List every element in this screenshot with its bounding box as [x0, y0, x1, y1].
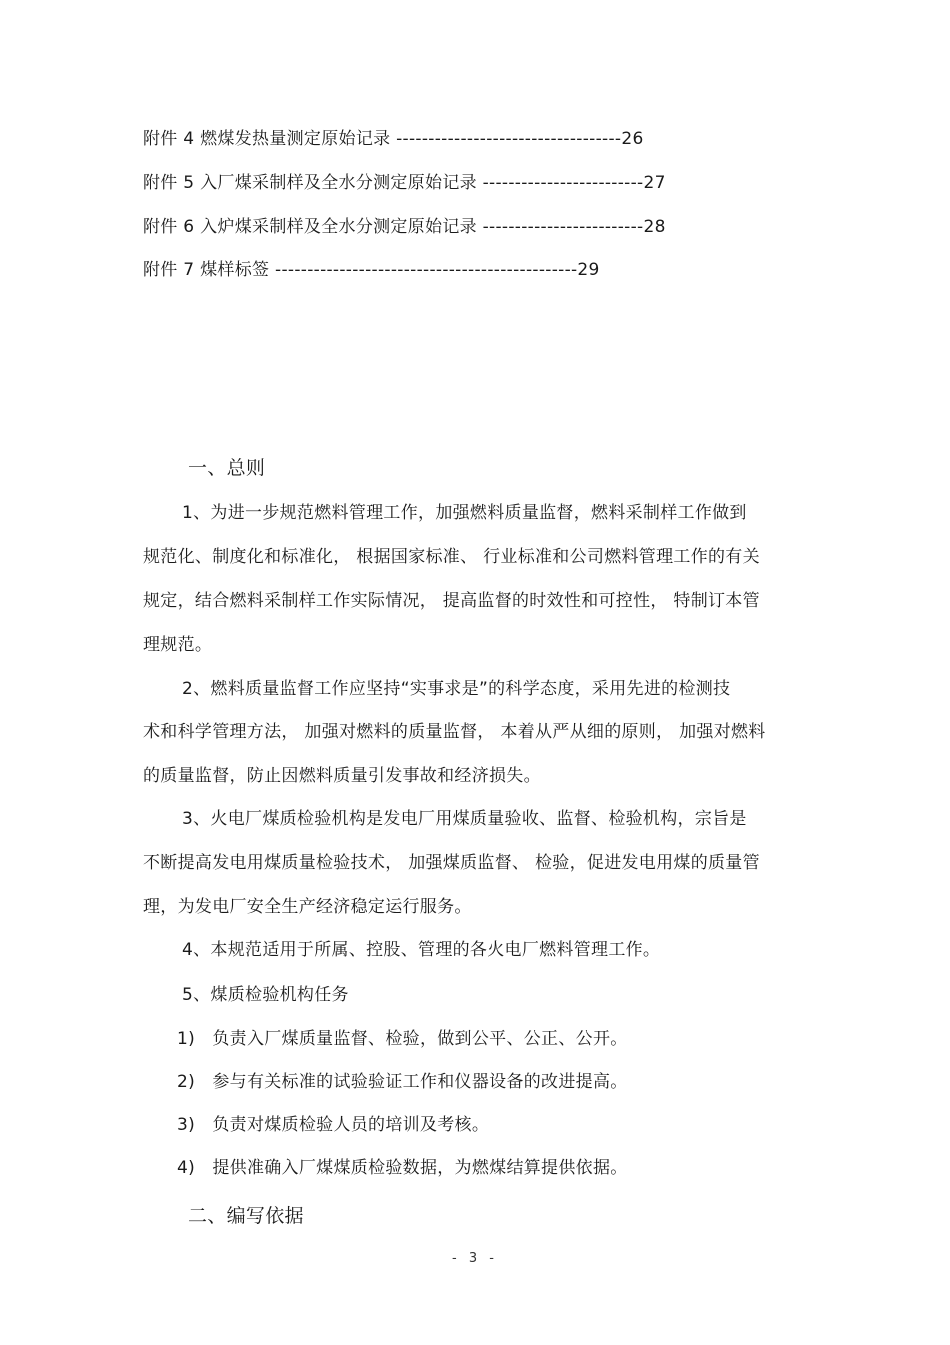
section-heading: 二、编写依据 — [188, 1205, 304, 1227]
section-heading: 一、总则 — [188, 457, 266, 479]
paragraph-line: 理，为发电厂安全生产经济稳定运行服务。 — [143, 897, 472, 917]
paragraph-line: 的质量监督，防止因燃料质量引发事故和经济损失。 — [143, 766, 541, 786]
paragraph-line: 1、为进一步规范燃料管理工作，加强燃料质量监督，燃料采制样工作做到 — [182, 503, 747, 523]
list-item: 2) 参与有关标准的试验验证工作和仪器设备的改进提高。 — [177, 1072, 628, 1092]
list-item: 4) 提供准确入厂煤煤质检验数据，为燃煤结算提供依据。 — [177, 1158, 628, 1178]
toc-entry: 附件 5 入厂煤采制样及全水分测定原始记录 -------------------------27 — [143, 173, 666, 193]
paragraph-line: 5、煤质检验机构任务 — [182, 985, 349, 1005]
paragraph-line: 不断提高发电用煤质量检验技术， 加强煤质监督、 检验，促进发电用煤的质量管 — [143, 853, 760, 873]
paragraph-line: 2、燃料质量监督工作应坚持“实事求是”的科学态度，采用先进的检测技 — [182, 679, 731, 699]
list-item: 1) 负责入厂煤质量监督、检验，做到公平、公正、公开。 — [177, 1029, 628, 1049]
paragraph-line: 理规范。 — [143, 635, 213, 655]
paragraph-line: 4、本规范适用于所属、控股、管理的各火电厂燃料管理工作。 — [182, 940, 661, 960]
toc-entry: 附件 7 煤样标签 -----------------------------------------------29 — [143, 260, 600, 280]
paragraph-line: 规定，结合燃料采制样工作实际情况， 提高监督的时效性和可控性， 特制订本管 — [143, 591, 760, 611]
toc-entry: 附件 4 燃煤发热量测定原始记录 -----------------------------------26 — [143, 129, 644, 149]
list-item: 3) 负责对煤质检验人员的培训及考核。 — [177, 1115, 490, 1135]
toc-entry: 附件 6 入炉煤采制样及全水分测定原始记录 -------------------------28 — [143, 217, 666, 237]
paragraph-line: 规范化、制度化和标准化， 根据国家标准、 行业标准和公司燃料管理工作的有关 — [143, 547, 760, 567]
paragraph-line: 术和科学管理方法， 加强对燃料的质量监督， 本着从严从细的原则， 加强对燃料 — [143, 722, 766, 742]
paragraph-line: 3、火电厂煤质检验机构是发电厂用煤质量验收、监督、检验机构，宗旨是 — [182, 809, 747, 829]
page-number: - 3 - — [452, 1251, 498, 1266]
